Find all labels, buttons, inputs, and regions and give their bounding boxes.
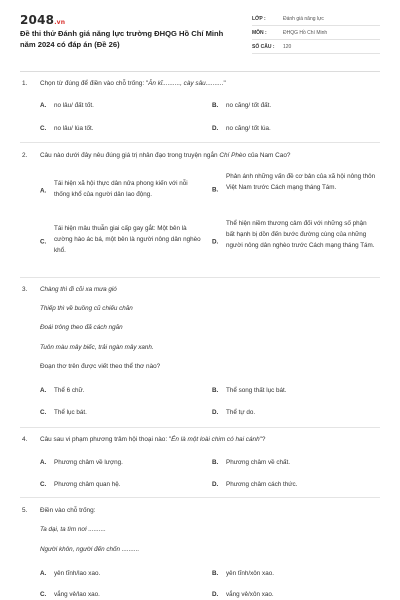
poem-line: Ta dại, ta tìm nơi .......... (40, 526, 106, 533)
question-number: 3. (22, 286, 28, 293)
meta-key: SỐ CÂU : (252, 43, 275, 50)
meta-value: Đánh giá năng lực (283, 15, 324, 22)
question-divider (20, 427, 380, 428)
logo-suffix: .vn (54, 19, 66, 26)
question-prompt: Đoạn thơ trên được viết theo thể thơ nào? (40, 363, 161, 370)
poem-line: Người khôn, người đến chốn .......... (40, 546, 140, 553)
meta-value: 120 (283, 43, 292, 50)
meta-value: ĐHQG Hồ Chí Minh (283, 29, 328, 36)
meta-row-subject (252, 26, 380, 40)
poem-line: Chàng thì đi cõi xa mưa gió (40, 286, 117, 293)
question-text: Chọn từ đúng để điền vào chỗ trống: "Ăn kĩ.........., cày sâu.........." (40, 80, 226, 87)
question-prompt: Điền vào chỗ trống: (40, 507, 96, 514)
question-number: 1. (22, 80, 28, 87)
site-logo[interactable] (20, 13, 65, 27)
question-number: 4. (22, 436, 28, 443)
meta-key: MÔN : (252, 29, 267, 36)
exam-meta (252, 12, 380, 54)
question-divider (20, 497, 380, 498)
poem-line: Đoái trông theo đã cách ngăn (40, 324, 123, 331)
poem-line: Thiếp thì về buồng cũ chiếu chăn (40, 305, 133, 312)
poem-line: Tuôn màu mây biếc, trải ngàn mây xanh. (40, 344, 154, 351)
header-divider (20, 71, 380, 72)
exam-title: Đề thi thử Đánh giá năng lực trường ĐHQG Hồ Chí Minh năm 2024 có đáp án (Đề 26) (20, 29, 224, 49)
question-text: Câu nào dưới đây nêu đúng giá trị nhân đạo trong truyện ngắn Chí Phèo của Nam Cao? (40, 152, 291, 159)
question-number: 2. (22, 152, 28, 159)
meta-row-count (252, 40, 380, 54)
question-text: Câu sau vi phạm phương trâm hội thoại nào: "Én là một loài chim có hai cánh"? (40, 436, 266, 443)
page-header (0, 0, 400, 66)
meta-key: LỚP : (252, 15, 266, 22)
question-divider (20, 142, 380, 143)
logo-main: 2048 (20, 13, 55, 27)
meta-row-class (252, 12, 380, 26)
question-divider (20, 277, 380, 278)
question-number: 5. (22, 507, 28, 514)
